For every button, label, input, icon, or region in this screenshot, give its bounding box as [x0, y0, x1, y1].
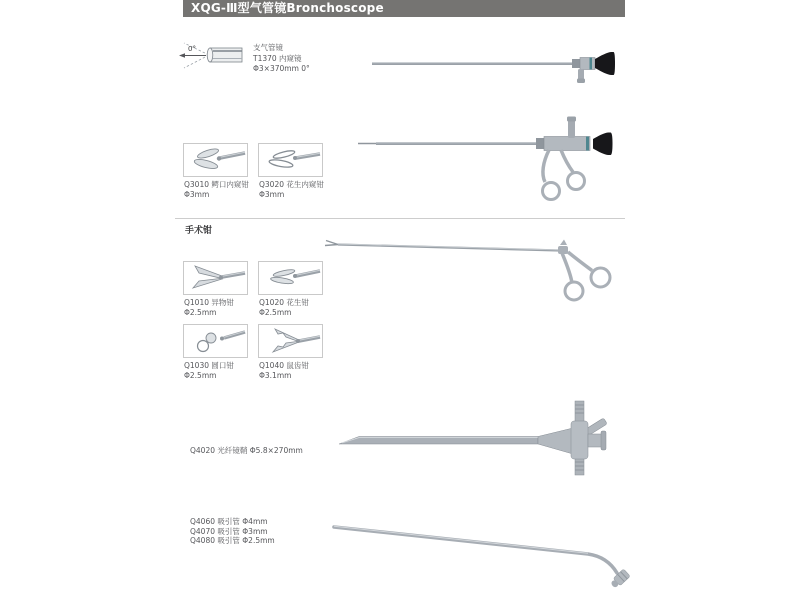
thumbnail-q1030 — [183, 324, 248, 358]
q3020-forceps-tip-image — [259, 144, 322, 176]
item-name: 吸引管 — [217, 526, 240, 536]
item-label-q1020 — [259, 298, 309, 317]
surgical-forceps-heading: 手术钳 — [185, 226, 213, 236]
item-spec: Φ4mm — [242, 517, 268, 526]
item-code: Q3010 — [184, 180, 209, 189]
item-code: Q1010 — [184, 298, 209, 307]
item-label-q3010 — [184, 180, 249, 199]
item-spec: Φ3mm — [242, 526, 268, 536]
page-title: XQG-Ⅲ型气管镜Bronchoscope — [191, 1, 384, 15]
sheath-image — [335, 392, 625, 477]
q3010-forceps-tip-image — [184, 144, 247, 176]
item-code: Q3020 — [259, 180, 284, 189]
item-name: 吸引管 — [217, 536, 240, 545]
q1020-forceps-tip-image — [259, 262, 322, 294]
item-code: Q4060 — [190, 517, 215, 526]
optical-forceps-image — [330, 110, 620, 205]
q1030-forceps-tip-image — [184, 325, 247, 357]
item-code: Q4020 — [190, 446, 215, 455]
item-code: Q1020 — [259, 298, 284, 307]
item-label-q1010 — [184, 298, 234, 317]
item-name: 鳄口内窥钳 — [211, 180, 249, 189]
item-spec: Φ2.5mm — [184, 307, 217, 317]
telescope-model: T1370 内窥镜 — [253, 53, 302, 63]
telescope-image — [370, 45, 620, 95]
item-name: 光纤镜鞘 — [217, 446, 248, 455]
item-name: 异物钳 — [211, 298, 234, 307]
view-angle-diagram — [176, 40, 252, 76]
item-name: 吸引管 — [217, 517, 240, 526]
item-spec: Φ5.8×270mm — [249, 446, 303, 455]
item-spec: Φ2.5mm — [259, 307, 292, 317]
telescope-label — [253, 43, 310, 75]
item-label-q1030 — [184, 361, 234, 380]
grasping-forceps-image — [322, 232, 622, 302]
item-code: Q1040 — [259, 361, 284, 370]
angle-label: 0° — [188, 45, 196, 53]
thumbnail-q1040 — [258, 324, 323, 358]
q1040-forceps-tip-image — [259, 325, 322, 357]
thumbnail-q3020 — [258, 143, 323, 177]
item-label-q4020 — [190, 446, 303, 456]
item-spec: Φ3mm — [184, 189, 210, 199]
item-spec: Φ2.5mm — [184, 370, 217, 380]
item-name: 圆口钳 — [211, 361, 234, 370]
q1010-forceps-tip-image — [184, 262, 247, 294]
suction-labels — [190, 517, 275, 546]
thumbnail-q1020 — [258, 261, 323, 295]
suction-tube-image — [330, 518, 650, 598]
telescope-name: 支气管镜 — [253, 43, 283, 52]
page-title-bar — [183, 0, 625, 17]
section-divider — [175, 218, 625, 219]
item-spec: Φ2.5mm — [242, 536, 275, 545]
item-name: 鼠齿钳 — [286, 361, 309, 370]
item-name: 花生钳 — [286, 298, 309, 307]
telescope-spec: Φ3×370mm 0° — [253, 64, 310, 73]
item-code: Q1030 — [184, 361, 209, 370]
item-spec: Φ3mm — [259, 189, 285, 199]
item-code: Q4080 — [190, 536, 215, 545]
thumbnail-q3010 — [183, 143, 248, 177]
item-code: Q4070 — [190, 526, 215, 536]
item-name: 花生内窥钳 — [286, 180, 324, 189]
item-label-q1040 — [259, 361, 309, 380]
thumbnail-q1010 — [183, 261, 248, 295]
item-spec: Φ3.1mm — [259, 370, 292, 380]
item-label-q3020 — [259, 180, 324, 199]
